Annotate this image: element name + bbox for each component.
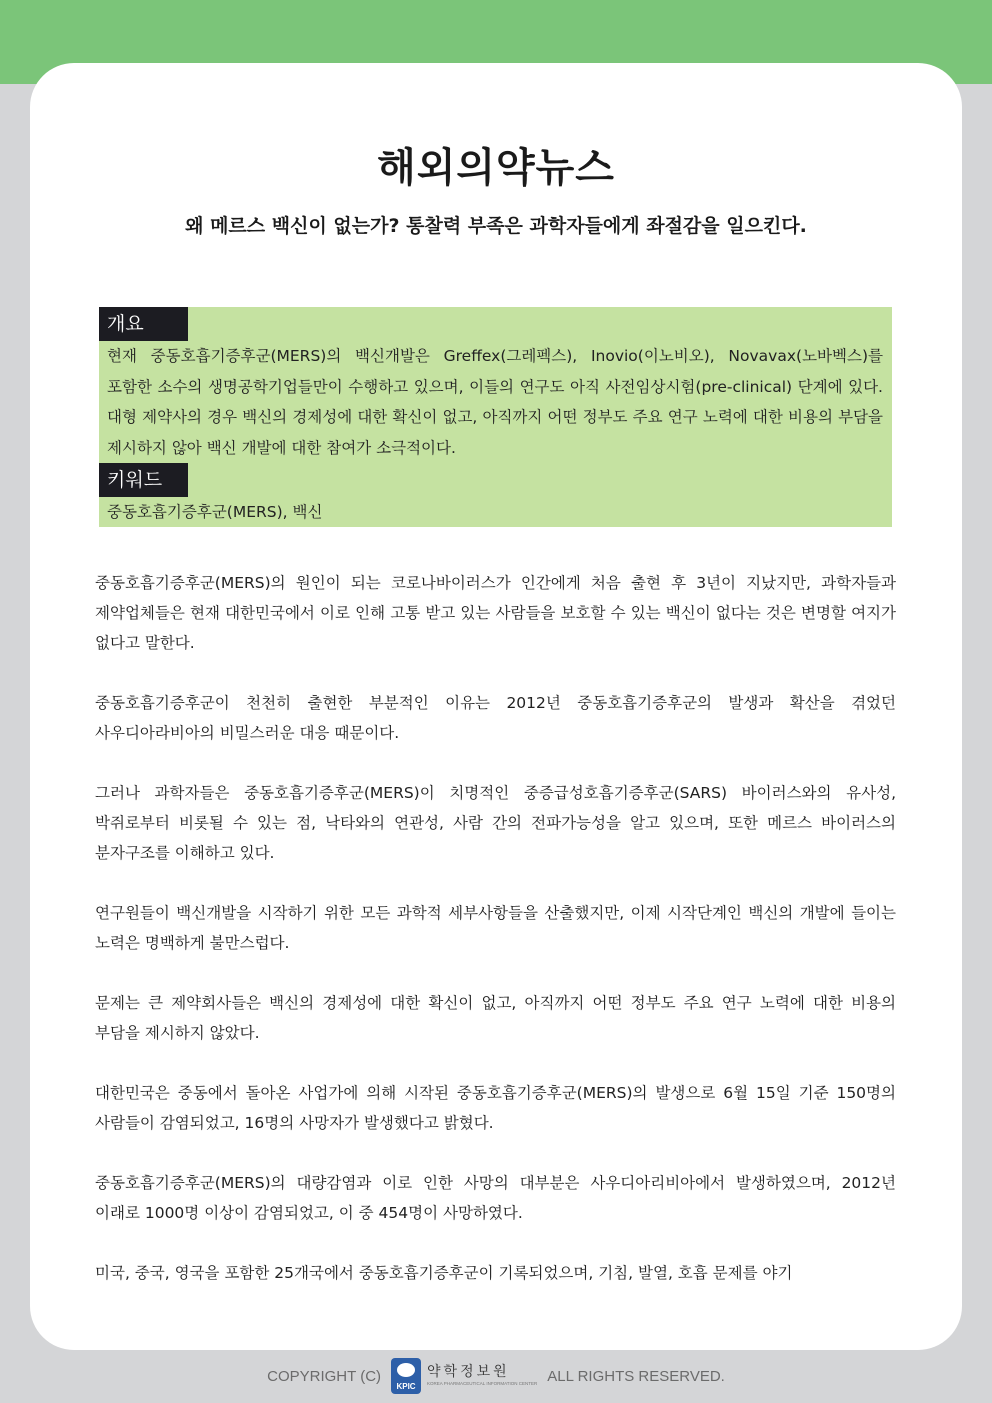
overview-label: 개요 <box>99 307 188 341</box>
summary-box <box>99 307 892 527</box>
footer <box>0 1356 992 1396</box>
body-paragraph: 연구원들이 백신개발을 시작하기 위한 모든 과학적 세부사항들을 산출했지만, 이제 시작단계인 백신의 개발에 들이는 노력은 명백하게 불만스럽다. <box>95 904 896 952</box>
logo-name: 약학정보원 <box>427 1364 510 1381</box>
overview-text: 현재 중동호흡기증후군(MERS)의 백신개발은 Greffex(그레펙스), Inovio(이노비오), Novavax(노바벡스)를 포함한 소수의 생명공학기업들만이 수행하고 있으며, 이들의 연구도 아직 사전임상시험(pre-clinical) 단계에 있다. 대형 제약사의 경우 백신의 경제성에 대한 확신이 없고, 아직까지 어떤 정부도 주요 연구 노력에 대한 비용의 부담을 제시하지 않아 백신 개발에 대한 참여가 소극적이다. <box>107 347 883 457</box>
body-paragraph: 미국, 중국, 영국을 포함한 25개국에서 중동호흡기증후군이 기록되었으며, 기침, 발열, 호흡 문제를 야기 <box>95 1264 793 1282</box>
body-paragraph: 중동호흡기증후군이 천천히 출현한 부분적인 이유는 2012년 중동호흡기증후군의 발생과 확산을 겪었던 사우디아라비아의 비밀스러운 대응 때문이다. <box>95 694 896 742</box>
keyword-label: 키워드 <box>99 463 188 497</box>
logo-subtitle: KOREA PHARMACEUTICAL INFORMATION CENTER <box>427 1381 538 1387</box>
rights-text: ALL RIGHTS RESERVED. <box>547 1367 725 1385</box>
kpic-emblem-icon: KPIC <box>391 1358 421 1394</box>
body-paragraph: 대한민국은 중동에서 돌아온 사업가에 의해 시작된 중동호흡기증후군(MERS)의 발생으로 6월 15일 기준 150명의 사람들이 감염되었고, 16명의 사망자가 발생했다고 밝혔다. <box>95 1084 896 1132</box>
kpic-logo <box>391 1358 537 1394</box>
article-headline: 왜 메르스 백신이 없는가? 통찰력 부족은 과학자들에게 좌절감을 일으킨다. <box>185 215 807 237</box>
keyword-text: 중동호흡기증후군(MERS), 백신 <box>107 503 323 521</box>
copyright-text: COPYRIGHT (C) <box>267 1367 382 1385</box>
body-paragraph: 중동호흡기증후군(MERS)의 원인이 되는 코로나바이러스가 인간에게 처음 출현 후 3년이 지났지만, 과학자들과 제약업체들은 현재 대한민국에서 이로 인해 고통 받고 있는 사람들을 보호할 수 있는 백신이 없다는 것은 변명할 여지가 없다고 말한다. <box>95 574 896 652</box>
body-paragraph: 중동호흡기증후군(MERS)의 대량감염과 이로 인한 사망의 대부분은 사우디아리비아에서 발생하였으며, 2012년 이래로 1000명 이상이 감염되었고, 이 중 454명이 사망하였다. <box>95 1174 896 1222</box>
body-paragraph: 그러나 과학자들은 중동호흡기증후군(MERS)이 치명적인 중증급성호흡기증후군(SARS) 바이러스와의 유사성, 박쥐로부터 비롯될 수 있는 점, 낙타와의 연관성, 사람 간의 전파가능성을 알고 있으며, 또한 메르스 바이러스의 분자구조를 이해하고 있다. <box>95 784 896 862</box>
page-title: 해외의약뉴스 <box>377 145 615 191</box>
article-body <box>95 568 896 1318</box>
body-paragraph: 문제는 큰 제약회사들은 백신의 경제성에 대한 확신이 없고, 아직까지 어떤 정부도 주요 연구 노력에 대한 비용의 부담을 제시하지 않았다. <box>95 994 896 1042</box>
